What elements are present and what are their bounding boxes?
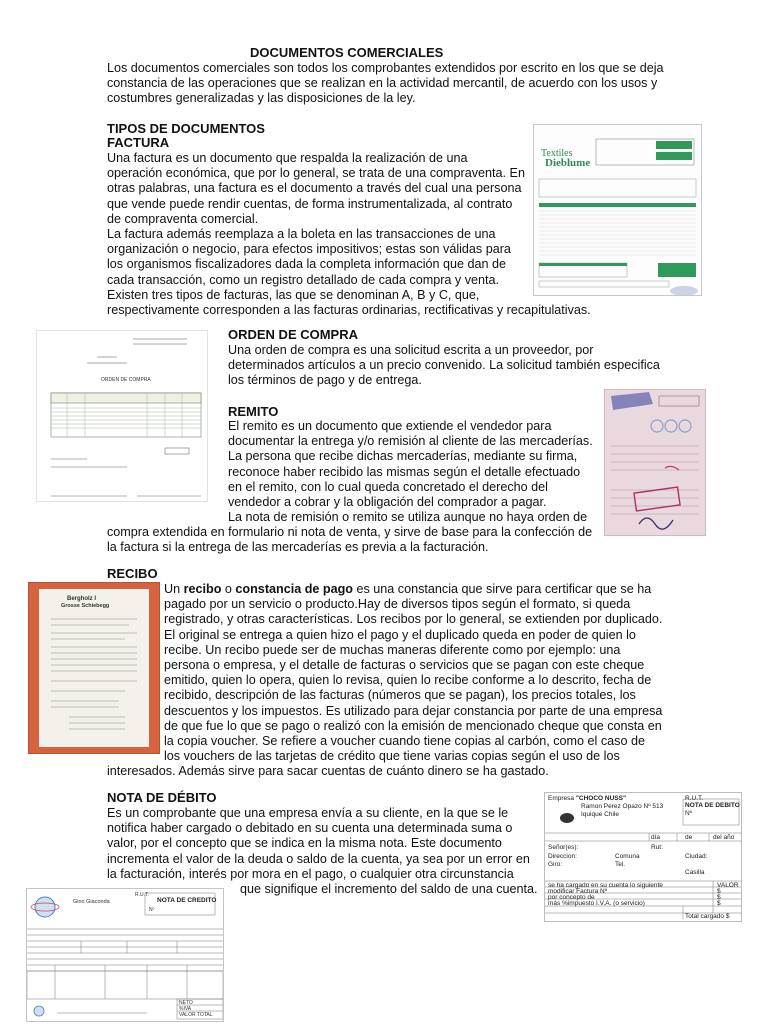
recibo-line: recibido, descripción de las facturas (números que se pagan), los precios totales, los xyxy=(164,688,636,703)
intro-line: costumbres generalizadas y las disposiciones de la ley. xyxy=(107,91,416,106)
debito-address: Ramon Perez Opazo Nº 513 xyxy=(581,803,664,810)
recibo-first-pre: Un xyxy=(164,582,184,596)
debito-line: que signifique el incremento del saldo de una cuenta. xyxy=(240,882,538,896)
debito-total: Total cargado $ xyxy=(685,913,730,920)
factura-brand: Textiles xyxy=(541,148,573,159)
recibo-line: la copia voucher. Se refiere a voucher cuando tiene copias al carbón, como el caso de xyxy=(164,734,645,749)
debito-valor: VALOR xyxy=(717,882,739,889)
remito-line: reconoce haber recibido las mismas según el detalle efectuado xyxy=(228,464,581,479)
debito-del-ano: del año xyxy=(713,834,735,841)
recibo-paragraph-b xyxy=(107,764,549,779)
debito-rut-2: Rut: xyxy=(651,844,663,851)
debito-tel: Tel. xyxy=(615,861,626,868)
remito-line: El remito es un documento que extiende el vendedor para xyxy=(228,419,552,433)
debito-number: Nº xyxy=(685,810,693,817)
remito-line: la factura si la entrega de las mercaderías es previa a la facturación. xyxy=(107,540,489,555)
orden-image-caption: ORDEN DE COMPRA xyxy=(101,377,151,383)
factura-line: respectivamente corresponden a las facturas ordinarias, rectificativas y recapitulativas. xyxy=(107,303,591,318)
recibo-first-post: es una constancia que sirve para certificar que se ha xyxy=(353,582,652,596)
credito-name: Gino Giaconda xyxy=(73,899,110,905)
orden-line: Una orden de compra es una solicitud escrita a un proveedor, por xyxy=(228,343,594,357)
credito-grid xyxy=(27,889,223,1021)
recibo-line: El original se entrega a quien hizo el pago y el duplicado queda en poder de quien lo xyxy=(164,627,636,642)
debito-empresa-label xyxy=(548,795,626,803)
recibo-line: emitido, quien lo opera, quien lo revisa, quien lo recibe conforme a lo descrito, fecha de xyxy=(164,673,652,688)
debito-peso-1: $ xyxy=(717,888,721,895)
remito-line: vendedor a cobrar y la obligación del comprador a pagar. xyxy=(228,495,547,510)
remito-image xyxy=(604,389,706,536)
orden-heading: ORDEN DE COMPRA xyxy=(228,327,359,342)
debito-senor: Señor(es): xyxy=(548,844,579,851)
debito-mas: más %impuesto I.V.A. (o servicio) xyxy=(548,900,645,907)
remito-line: La persona que recibe dichas mercaderías, mediante su firma, xyxy=(228,449,578,464)
intro-line: Los documentos comerciales son todos los comprobantes extendidos por escrito en los que se deja xyxy=(107,61,664,75)
remito-line: compra extendida en formulario ni nota de venta, y sirve de base para la confección de xyxy=(107,525,593,539)
recibo-term: recibo xyxy=(183,582,222,596)
recibo-image xyxy=(28,582,160,754)
debito-comuna: Comuna xyxy=(615,853,640,860)
debito-rut: R.U.T. xyxy=(685,795,704,802)
factura-line: organización o negocio, para efectos impositivos; estas son válidas para xyxy=(107,242,511,257)
credito-rut: R.U.T. xyxy=(135,892,149,898)
factura-line: La factura además reemplaza a la boleta en las transacciones de una xyxy=(107,227,496,242)
orden-line: determinados artículos a un precio convenido. La solicitud también especifica xyxy=(228,358,660,373)
constancia-term: constancia de pago xyxy=(235,582,353,596)
debito-ciudad: Ciudad: xyxy=(685,853,708,860)
intro-line: constancia de las operaciones que se realizan en la actividad mercantil, de acuerdo con los usos y xyxy=(107,76,658,91)
recibo-paragraph-a xyxy=(164,582,662,764)
recibo-first-line xyxy=(164,582,662,597)
recibo-image-line2: Grosse Schiebegg xyxy=(61,603,110,609)
debito-dia: día xyxy=(651,834,661,841)
remito-line: La nota de remisión o remito se utiliza aunque no haya orden de xyxy=(228,510,588,525)
recibo-line: registrado, y otras características. Los recibos por lo general, se extienden por duplicado. xyxy=(164,612,663,627)
factura-line: los organismos fiscalizadores dada la completa información que dan de xyxy=(107,257,507,272)
factura-line: Existen tres tipos de facturas, las que se denominan A, B y C, que, xyxy=(107,287,480,302)
tipos-heading: TIPOS DE DOCUMENTOS xyxy=(107,121,265,136)
factura-line: Una factura es un documento que respalda la realización de una xyxy=(107,151,468,165)
recibo-image-line1: Bergholz I xyxy=(67,596,97,602)
credito-total: VALOR TOTAL xyxy=(179,1012,213,1018)
debito-title: NOTA DE DEBITO xyxy=(685,802,740,809)
debito-casilla: Casilla xyxy=(685,869,705,876)
factura-line: operación económica, que por lo general, se trata de una compraventa. En xyxy=(107,166,525,181)
page-title: DOCUMENTOS COMERCIALES xyxy=(250,45,444,60)
debito-cargado: se ha cargado en su cuenta lo siguiente xyxy=(548,882,663,889)
factura-paragraph xyxy=(107,148,591,318)
recibo-line: recibe. Un recibo puede ser de muchas maneras diferente como por ejemplo: una xyxy=(164,642,621,657)
remito-paragraph-a xyxy=(228,419,593,525)
remito-line: documentar la entrega y/o remisión al cliente de las mercaderías. xyxy=(228,434,593,449)
recibo-line: pagado por un servicio o producto.Hay de diversos tipos según el formato, si queda xyxy=(164,597,631,612)
recibo-line: persona o empresa, y el detalle de facturas o servicios que se pagan con este cheque xyxy=(164,658,645,673)
factura-brand-2: Dieblume xyxy=(545,157,591,169)
orden-sheet xyxy=(37,331,207,501)
debito-heading: NOTA DE DÉBITO xyxy=(107,790,217,805)
factura-heading: FACTURA xyxy=(107,135,170,150)
debito-line: la facturación, interés por mora en el pago, o cualquier otra circunstancia xyxy=(107,866,514,881)
credito-neto: NETO xyxy=(179,1000,193,1006)
intro-paragraph xyxy=(107,61,664,107)
factura-line: cada transacción, como un registro detallado de cada compra y venta. xyxy=(107,272,500,287)
remito-sheet xyxy=(605,390,705,535)
orden-image xyxy=(36,330,208,502)
debito-de: de xyxy=(685,834,693,841)
orden-paragraph xyxy=(228,343,660,389)
debito-giro: Giro: xyxy=(548,861,563,868)
factura-line: de compraventa comercial. xyxy=(107,211,259,226)
factura-line: otras palabras, una factura es el documento a través del cual una persona xyxy=(107,181,522,196)
debito-direccion: Direccion: xyxy=(548,853,577,860)
debito-line: valor, por el concepto que se indica en la misma nota. Este documento xyxy=(107,836,502,851)
debito-line: notifica haber cargado o debitado en su cuenta una determinada suma o xyxy=(107,821,513,836)
credito-iva: %IVA xyxy=(179,1006,192,1012)
remito-heading: REMITO xyxy=(228,404,279,419)
recibo-line: de que fue lo que se pago o realizó con la emisión de mencionado cheque que consta en xyxy=(164,718,662,733)
factura-line: que vende puede rendir cuentas, de forma instrumentalizada, al contrato xyxy=(107,196,513,211)
factura-image xyxy=(533,124,702,296)
remito-paragraph-b xyxy=(107,525,592,555)
debito-paragraph-b xyxy=(240,882,538,897)
debito-image xyxy=(544,792,742,922)
debito-concepto: por concepto de xyxy=(548,894,595,901)
remito-line: en el remito, con lo cual queda concretado el derecho del xyxy=(228,479,548,494)
debito-empresa-name: "CHOCO NUSS" xyxy=(575,795,627,802)
credito-title: NOTA DE CREDITO xyxy=(157,897,217,904)
debito-line: incrementa el valor de la deuda o saldo de la cuenta, ya sea por un error en xyxy=(107,851,530,866)
recibo-heading: RECIBO xyxy=(107,566,158,581)
recibo-first-mid: o xyxy=(221,582,236,596)
orden-line: los términos de pago y de entrega. xyxy=(228,373,422,388)
debito-modificar: modificar Factura Nº xyxy=(548,888,608,895)
recibo-line: los vouchers de las tarjetas de crédito que tiene varias copias según el uso de los xyxy=(164,749,620,764)
debito-line: Es un comprobante que una empresa envía a su cliente, en la que se le xyxy=(107,806,509,820)
credito-image xyxy=(26,888,224,1022)
recibo-line: descuentos y los impuestos. Es utilizado para dejar constancia por parte de una empresa xyxy=(164,703,663,718)
recibo-line: interesados. Además sirve para sacar cuentas de cuánto dinero se ha gastado. xyxy=(107,764,549,778)
debito-empresa-prefix: Empresa xyxy=(548,795,575,802)
debito-peso-2: $ xyxy=(717,894,721,901)
credito-number: Nº xyxy=(149,907,155,913)
debito-paragraph-a xyxy=(107,806,530,882)
debito-peso-3: $ xyxy=(717,900,721,907)
debito-city: Iquique Chile xyxy=(581,811,619,818)
